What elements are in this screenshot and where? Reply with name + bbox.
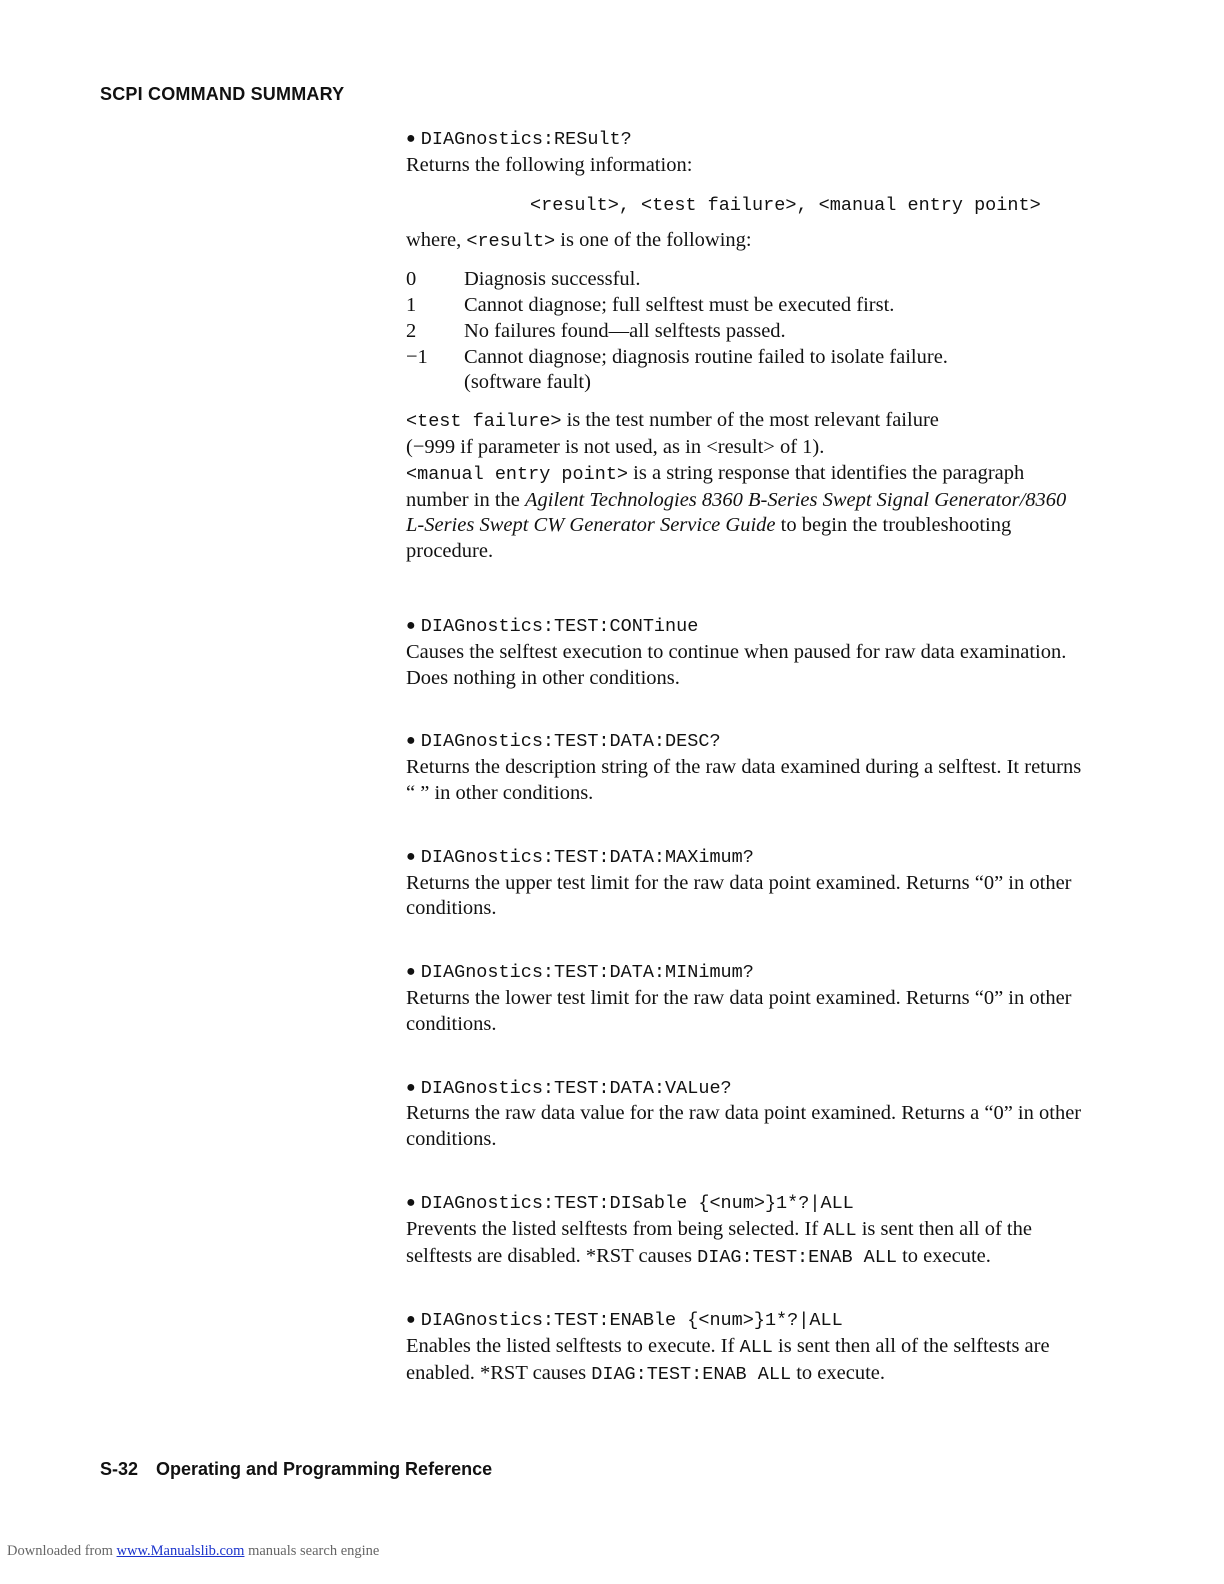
desc-text: to execute. xyxy=(902,1244,991,1267)
bullet-icon: ● xyxy=(406,616,416,634)
result-code: 2 xyxy=(406,319,417,342)
result-code-table xyxy=(406,267,948,396)
test-failure-code: <test failure> xyxy=(406,411,562,433)
bullet-icon: ● xyxy=(406,130,416,147)
download-note xyxy=(7,1543,379,1560)
result-code: −1 xyxy=(406,345,428,368)
section-maximum xyxy=(406,844,1086,922)
where-prefix: where, xyxy=(406,229,462,252)
result-code-text: Cannot diagnose; full selftest must be executed first. xyxy=(464,293,895,316)
section-result xyxy=(406,126,1086,565)
desc-text: is sent then all of the selftests are disabled. *RST causes xyxy=(406,1217,1032,1267)
section-desc xyxy=(406,728,1086,806)
result-code-text xyxy=(464,345,948,397)
result-intro: Returns the following information: xyxy=(406,153,693,176)
bullet-icon: ● xyxy=(406,1078,416,1096)
table-row xyxy=(406,319,948,345)
table-row xyxy=(406,267,948,293)
command-name: DIAGnostics:TEST:DATA:MINimum? xyxy=(420,962,754,984)
result-where-line xyxy=(406,228,1086,255)
bullet-icon: ● xyxy=(406,847,416,865)
command-description: Returns the raw data value for the raw data point examined. Returns a “0” in other conditions. xyxy=(406,1102,1082,1151)
section-minimum xyxy=(406,959,1086,1037)
manualslib-link[interactable]: www.Manualslib.com xyxy=(116,1543,245,1559)
inline-code: ALL xyxy=(823,1219,857,1241)
where-code: <result> xyxy=(466,231,556,253)
bullet-icon: ● xyxy=(406,732,416,750)
manual-suffix: to begin the troubleshooting procedure. xyxy=(406,514,1012,563)
command-heading xyxy=(406,1190,1086,1217)
manual-entry-paragraph xyxy=(406,461,1086,565)
command-name: DIAGnostics:TEST:DISable {<num>}1*?|ALL xyxy=(420,1192,854,1214)
command-heading xyxy=(406,844,1086,871)
desc-text: to execute. xyxy=(796,1361,885,1384)
result-code: 0 xyxy=(406,268,417,291)
result-format-line: <result>, <test failure>, <manual entry point> xyxy=(530,194,1041,216)
test-failure-paragraph xyxy=(406,408,1086,461)
command-description: Returns the upper test limit for the raw data point examined. Returns “0” in other conditions. xyxy=(406,871,1072,920)
result-code-text: Diagnosis successful. xyxy=(464,268,641,291)
desc-text: Enables the listed selftests to execute. If xyxy=(406,1335,735,1358)
command-heading xyxy=(406,613,1086,640)
command-name: DIAGnostics:TEST:CONTinue xyxy=(420,615,699,637)
bullet-icon: ● xyxy=(406,1311,416,1329)
command-heading xyxy=(406,1307,1086,1334)
page-number: S-32 xyxy=(100,1459,139,1479)
table-row xyxy=(406,345,948,397)
desc-text: is sent then all of the selftests are enabled. *RST causes xyxy=(406,1335,1050,1384)
command-description: Returns the lower test limit for the raw data point examined. Returns “0” in other conditions. xyxy=(406,986,1072,1035)
command-name: DIAGnostics:TEST:ENABle {<num>}1*?|ALL xyxy=(420,1310,843,1332)
inline-code: DIAG:TEST:ENAB ALL xyxy=(697,1246,897,1268)
command-description xyxy=(406,1217,1086,1271)
table-row xyxy=(406,293,948,319)
download-suffix: manuals search engine xyxy=(248,1543,380,1559)
command-name: DIAGnostics:TEST:DATA:DESC? xyxy=(420,731,721,753)
inline-code: ALL xyxy=(739,1337,773,1359)
command-heading xyxy=(406,1075,1086,1102)
page-footer xyxy=(100,1459,492,1480)
section-disable xyxy=(406,1190,1086,1270)
manual-entry-text: is a string response that identifies the paragraph number in the xyxy=(406,461,1025,511)
content-column xyxy=(406,126,1086,1388)
section-continue xyxy=(406,613,1086,691)
command-description: Returns the description string of the raw data examined during a selftest. It returns “ ” in other conditions. xyxy=(406,756,1082,804)
result-code: 1 xyxy=(406,293,417,316)
test-failure-text: is the test number of the most relevant failure xyxy=(566,409,939,432)
download-prefix: Downloaded from xyxy=(7,1543,113,1559)
page-header: SCPI COMMAND SUMMARY xyxy=(100,84,345,104)
command-description xyxy=(406,1334,1086,1388)
footer-title: Operating and Programming Reference xyxy=(156,1459,493,1479)
code-note: (software fault) xyxy=(464,371,591,394)
command-heading xyxy=(406,126,1086,153)
bullet-icon: ● xyxy=(406,1193,416,1211)
result-code-text: No failures found—all selftests passed. xyxy=(464,319,786,342)
command-name: DIAGnostics:TEST:DATA:MAXimum? xyxy=(420,846,754,868)
test-failure-note: (−999 if parameter is not used, as in <result> of 1). xyxy=(406,435,825,458)
command-name: DIAGnostics:TEST:DATA:VALue? xyxy=(420,1077,732,1099)
section-enable xyxy=(406,1307,1086,1387)
manual-title: Agilent Technologies 8360 B-Series Swept Signal Generator/8360 L-Series Swept CW Generator Service Guide xyxy=(406,488,1067,537)
desc-text: Prevents the listed selftests from being selected. If xyxy=(406,1217,819,1240)
command-heading xyxy=(406,959,1086,986)
where-suffix: is one of the following: xyxy=(560,229,752,252)
inline-code: DIAG:TEST:ENAB ALL xyxy=(591,1363,792,1385)
code-text: Cannot diagnose; diagnosis routine failed to isolate failure. xyxy=(464,345,948,368)
command-name: DIAGnostics:RESult? xyxy=(420,129,632,150)
bullet-icon: ● xyxy=(406,963,416,981)
section-value xyxy=(406,1075,1086,1153)
command-description: Causes the selftest execution to continue when paused for raw data examination. Does nothing in other conditions. xyxy=(406,640,1067,689)
manual-entry-code: <manual entry point> xyxy=(406,463,629,485)
command-heading xyxy=(406,728,1086,755)
